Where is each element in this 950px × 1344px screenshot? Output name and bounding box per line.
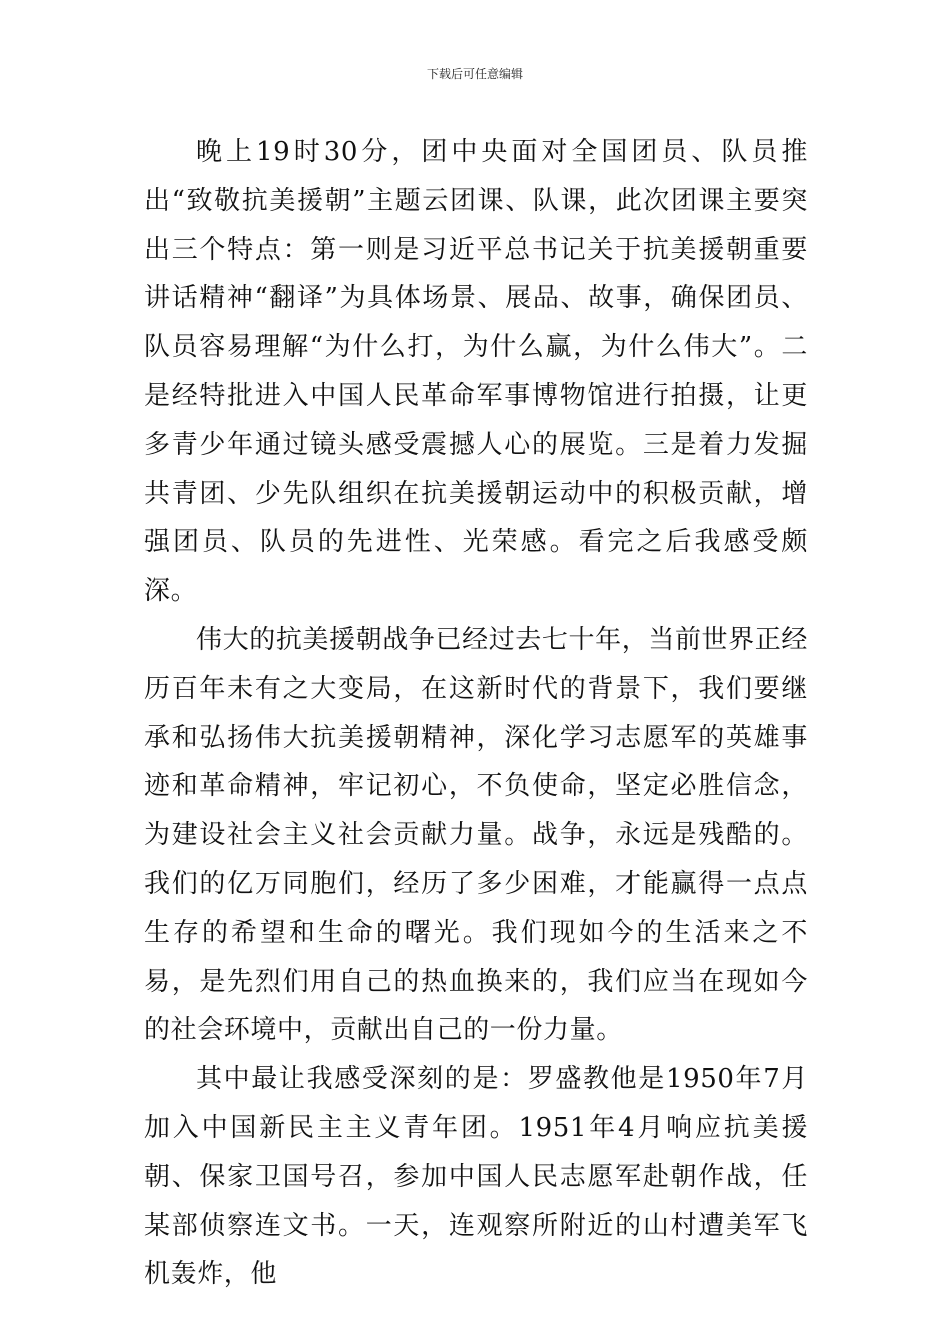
- paragraph-3: 其中最让我感受深刻的是：罗盛教他是1950年7月加入中国新民主主义青年团。1951年4月响应抗美援朝、保家卫国号召，参加中国人民志愿军赴朝作战，任某部侦察连文书。一天，连观察所附近的山村遭美军飞机轰炸，他: [144, 1064, 808, 1290]
- header-note: 下载后可任意编辑: [426, 67, 523, 81]
- paragraph-1: 晚上19时30分，团中央面对全国团员、队员推出“致敬抗美援朝”主题云团课、队课，此次团课主要突出三个特点：第一则是习近平总书记关于抗美援朝重要讲话精神“翻译”为具体场景、展品、故事，确保团员、队员容易理解“为什么打，为什么赢，为什么伟大”。二是经特批进入中国人民革命军事博物馆进行拍摄，让更多青少年通过镜头感受震撼人心的展览。三是着力发掘共青团、少先队组织在抗美援朝运动中的积极贡献，增强团员、队员的先进性、光荣感。看完之后我感受颇深。: [144, 137, 808, 607]
- document-body: [144, 128, 808, 1299]
- paragraph-2: 伟大的抗美援朝战争已经过去七十年，当前世界正经历百年未有之大变局，在这新时代的背景下，我们要继承和弘扬伟大抗美援朝精神，深化学习志愿军的英雄事迹和革命精神，牢记初心，不负使命，坚定必胜信念，为建设社会主义社会贡献力量。战争，永远是残酷的。我们的亿万同胞们，经历了多少困难，才能赢得一点点生存的希望和生命的曙光。我们现如今的生活来之不易，是先烈们用自己的热血换来的，我们应当在现如今的社会环境中，贡献出自己的一份力量。: [144, 624, 808, 1046]
